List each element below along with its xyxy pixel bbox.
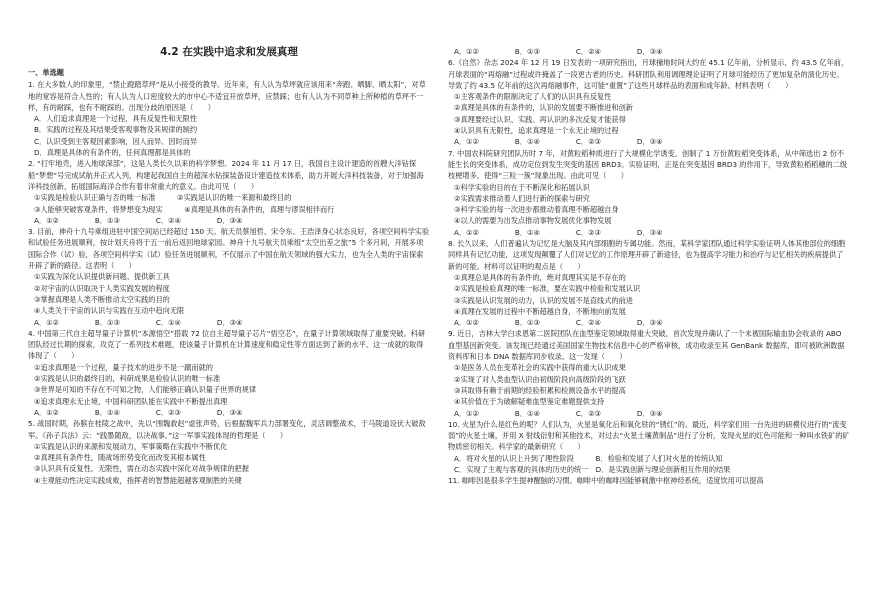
option-item: ④追求真理永无止境，中国科研团队能在实践中不断提出真理	[34, 396, 228, 406]
answer-options: A．①② B．①③ C．①④ D．③④	[34, 317, 243, 327]
question-text: 8. 长久以来，人们普遍认为记忆是大脑及其内部细胞的专属功能。然而，某科学家团队通过科学实验证明人体其他部位的细胞同样具有记忆功能，这项发现颠覆了人们对记忆的工作原理开辟了新途径，也为提高学习能力和治疗与记忆相关的疾病提供了新的可能。材料可以证明的观点是（ ）	[448, 239, 846, 271]
question-text: 5. 战国时期，孙膑在桂陵之战中，先以“围魏救赵”虚张声势，后根据魏军兵力部署变化，灵活调整战术，于马陵道设伏大破敌军。《孙子兵法》云：“践墨随敌，以决战事。”这一军事实践体现的哲理是（ ）	[28, 419, 426, 440]
option-item: ④其价值在于为破解疑难血型鉴定难题提供支持	[454, 397, 605, 407]
option-item: ④真理在发展的过程中不断超越自身，不断地向前发展	[454, 306, 626, 316]
answer-options: A．①② B．①④ C．②③ D．③④	[454, 408, 663, 418]
right-column-body	[448, 46, 850, 487]
option-item: ①真理总是具体的有条件的，绝对真理其实是不存在的	[454, 272, 626, 282]
option-item: ③世界是可知的不存在不可知之物，人们能够正确认识量子世界的规律	[34, 385, 257, 395]
option-item: ②对宇宙的认识取决于人类实践发展的程度	[34, 283, 170, 293]
option-item: A．人们追求真理是一个过程，具有反复性和无限性	[34, 114, 198, 124]
option-item: ③实践是认识发展的动力，认识的发展不是直线式的前进	[454, 295, 633, 305]
option-item: ③科学实验的每一次进步都推动着真理不断超越自身	[454, 205, 619, 215]
option-item: ③其取得有赖于前期的经验积累和检测设备水平的提高	[454, 385, 626, 395]
answer-options: A．①② B．①④ C．②③ D．③④	[454, 137, 663, 147]
option-item: D．真理是具体的有条件的，任何真理都是具体的	[34, 148, 191, 158]
left-column	[28, 0, 430, 486]
option-item: C．认识受到主客观因素影响，因人而异、因时而异	[34, 136, 198, 146]
option-item: ③认识具有反复性、无限性，需在动态实践中深化对战争规律的把握	[34, 464, 249, 474]
option-item: A．将对火星的认识上升到了理性阶段 B．检验和发展了人们对火星的传统认知	[454, 453, 723, 463]
left-column-body	[28, 79, 430, 486]
right-column	[448, 0, 850, 487]
answer-options: A．①② B．①③ C．②④ D．③④	[454, 47, 663, 56]
option-item: ③真理要经过认识、实践、再认识的多次反复才能获得	[454, 114, 626, 124]
option-item: ②实现了对人类血型认识由初级阶段向高级阶段的飞跃	[454, 374, 626, 384]
option-item: ③掌握真理是人类不断推动太空实践的目的	[34, 294, 170, 304]
question-text: 3. 目前，神舟十九号乘组进驻中国空间站已经超过 150 天。航天员蔡旭哲、宋令东、王浩泽身心状态良好，各项空间科学实验和试验任务进展顺利，按计划天舟将于五一前后返回地球家园。神舟十九号航天员乘组“太空出差之旅”5 个多月间，开展多项国际合作（试）验，各项空间科学实（试）验任务进展顺利，不仅展示了中国在航天领域的强大实力，也为全人类的宇宙探索开辟了新的路径。这表明（ ）	[28, 227, 430, 271]
option-item: ④人类关于宇宙的认识与实践在互动中趋向无限	[34, 306, 185, 316]
question-text: 10. 火星为什么是红色的呢？人们认为，火星是氧化后和氧化铁的“锈红”的。最近，科学家们用一台先进的研模仪进行的“流变弱”的火星土壤，并用 X 射线衍射和其他技术，对过去“火星土壤黄制品”进行了分析，发现火星的红色可能和一种叫水铁矿的矿物质密切相关。科学家的最新研究（ ）	[448, 419, 850, 452]
section-heading: 一、单选题	[28, 68, 64, 77]
question-text: 1. 在大多数人的印象里，“禁止蹬踏草坪”是从小接受的教导。近年来，有人认为草坪就应该用来“奔跑、晒脚、晒太阳”，对草地的宽容是符合人性的；有人认为人口密度较大的市中心不适宜开放草坪，应禁踩；也有人认为不同草种上所种植的草坪不一样，有的耐踩，也有不耐踩的。出现分歧的原因是（ ）	[28, 80, 426, 112]
question-text: 4. 中国第三代自主超导量子计算机“本源悟空”搭载 72 位自主超导量子芯片“悟空芯”，在量子计算领域取得了重要突破。科研团队经过长期的探索，攻克了一系列技术难题，使该量子计算机在计算速度和稳定性等方面达到了新的水平。这一成就的取得体现了（ ）	[28, 328, 426, 361]
question-text: 9. 近日，吉林大学白求恩第二医院团队在血型鉴定领域取得重大突破，首次发现并确认了一个未被国际输血协会收录的 ABO 血型基因新突变。该发现已经通过美国国家生物技术信息中心的严格审核，成功收录至其 GenBank 数据库，即可被欧洲数据资料库和日本 DNA 数据库同步收录。这一发现（ ）	[448, 329, 845, 362]
question-text: 7. 中国农科院研究团队历时 7 年，对黄粒稻种质进行了大规模化学诱变，创制了 1 万份黄粒稻突变体系，从中筛选出 2 份不能生长的突变体系，成功定位到发生突变的基因 BRD3。实验证明，正是在突变基因 BRD3 的作用下，导致黄粒稻稻穗的二级枝梗增多，使得“三粒一簇”现象出现。由此可见（ ）	[448, 148, 848, 181]
answer-options: A．①② B．①③ C．②④ D．③④	[34, 215, 243, 225]
option-item: ④认识具有无限性，追求真理是一个永无止境的过程	[454, 126, 619, 136]
answer-options: A．①② B．①④ C．②③ D．③④	[454, 227, 663, 237]
option-item: ①追求真理是一个过程，量子技术的进步不是一蹴而就的	[34, 362, 213, 372]
answer-options: A．①② B．①④ C．②③ D．③④	[34, 407, 243, 417]
option-item: C．实现了主观与客观的具体的历史的统一 D．是实践创新与理论创新相互作用的结果	[454, 464, 731, 474]
question-text: 6.《自然》杂志 2024 年 12 月 19 日发表的一项研究指出，月球撞地时间大约在 45.1 亿年前，分析显示，约 43.5 亿年前，月球表面的“再熔融”过程或许掩盖了一段更古老的历史。科研团队利用调理理论证明了月球可能经历了更加复杂的演化历史。导致了约 43.5 亿年前的这次再熔融事件，这可能“重置”了这些月球样品的表面和成年龄。材料表明（ ）	[448, 58, 849, 90]
option-item: ①是医务人员在变革社会的实践中获得的重大认识成果	[454, 363, 626, 373]
option-item: ②实践是认识的最终目的，科研成果是检验认识的唯一标准	[34, 374, 221, 384]
option-item: ②实践需求推动着人们进行新的探索与研究	[454, 193, 590, 203]
option-item: B．实践的过程及其结果受客观事物及其规律的制约	[34, 125, 198, 135]
option-item: ②真理是具体的有条件的，认识的发展要不断推进和创新	[454, 103, 633, 113]
option-item: ①实践是认识的来源和发展动力，军事策略在实践中不断优化	[34, 441, 228, 451]
question-text: 11. 咖啡因是很多学生提神醒脑的习惯。咖啡中的咖啡因能够刺激中枢神经系统，适度饮用可以提高	[448, 476, 764, 486]
option-item: ①主客观条件的限制决定了人们的认识具有反复性	[454, 92, 612, 102]
option-item: ①实践为深化认识提供新问题、提供新工具	[34, 272, 170, 282]
option-item: ①实践是检验认识正确与否的唯一标准 ②实践是认识的唯一来源和最终目的	[34, 193, 292, 203]
option-item: ④以人的需要为出发点推动事物发展优化事物发展	[454, 216, 612, 226]
option-item: ③人能够突破客观条件，将梦想变为现实 ④真理是具体的有条件的，真理与谬误相伴而行	[34, 204, 335, 214]
option-item: ①科学实验的目的在于不断深化和拓展认识	[454, 182, 590, 192]
question-text: 2. “打牢地壳，进入地球深部”，这是人类长久以来的科学梦想。2024 年 11 月 17 日，我国自主设计建造的首艘大洋钻探船“梦想”号完成试航并正式入列，构建起我国自主的超深水钻探装备设计建造技术体系，助力开展大洋科技装备，对于加强海洋科技创新，拓展国际海洋合作有着非常重大的意义。由此可见（ ）	[28, 159, 424, 191]
answer-options: A．①② B．①③ C．②④ D．③④	[454, 318, 663, 328]
option-item: ②真理具有条件性，随战场形势变化而改变其根本属性	[34, 453, 206, 463]
option-item: ④主观能动性决定实践成败，指挥者的智慧能超越客观制胜的关键	[34, 475, 242, 485]
page-title: 4.2 在实践中追求和发展真理	[160, 46, 298, 58]
option-item: ②实践是检验真理的唯一标准，要在实践中检验和发展认识	[454, 284, 641, 294]
